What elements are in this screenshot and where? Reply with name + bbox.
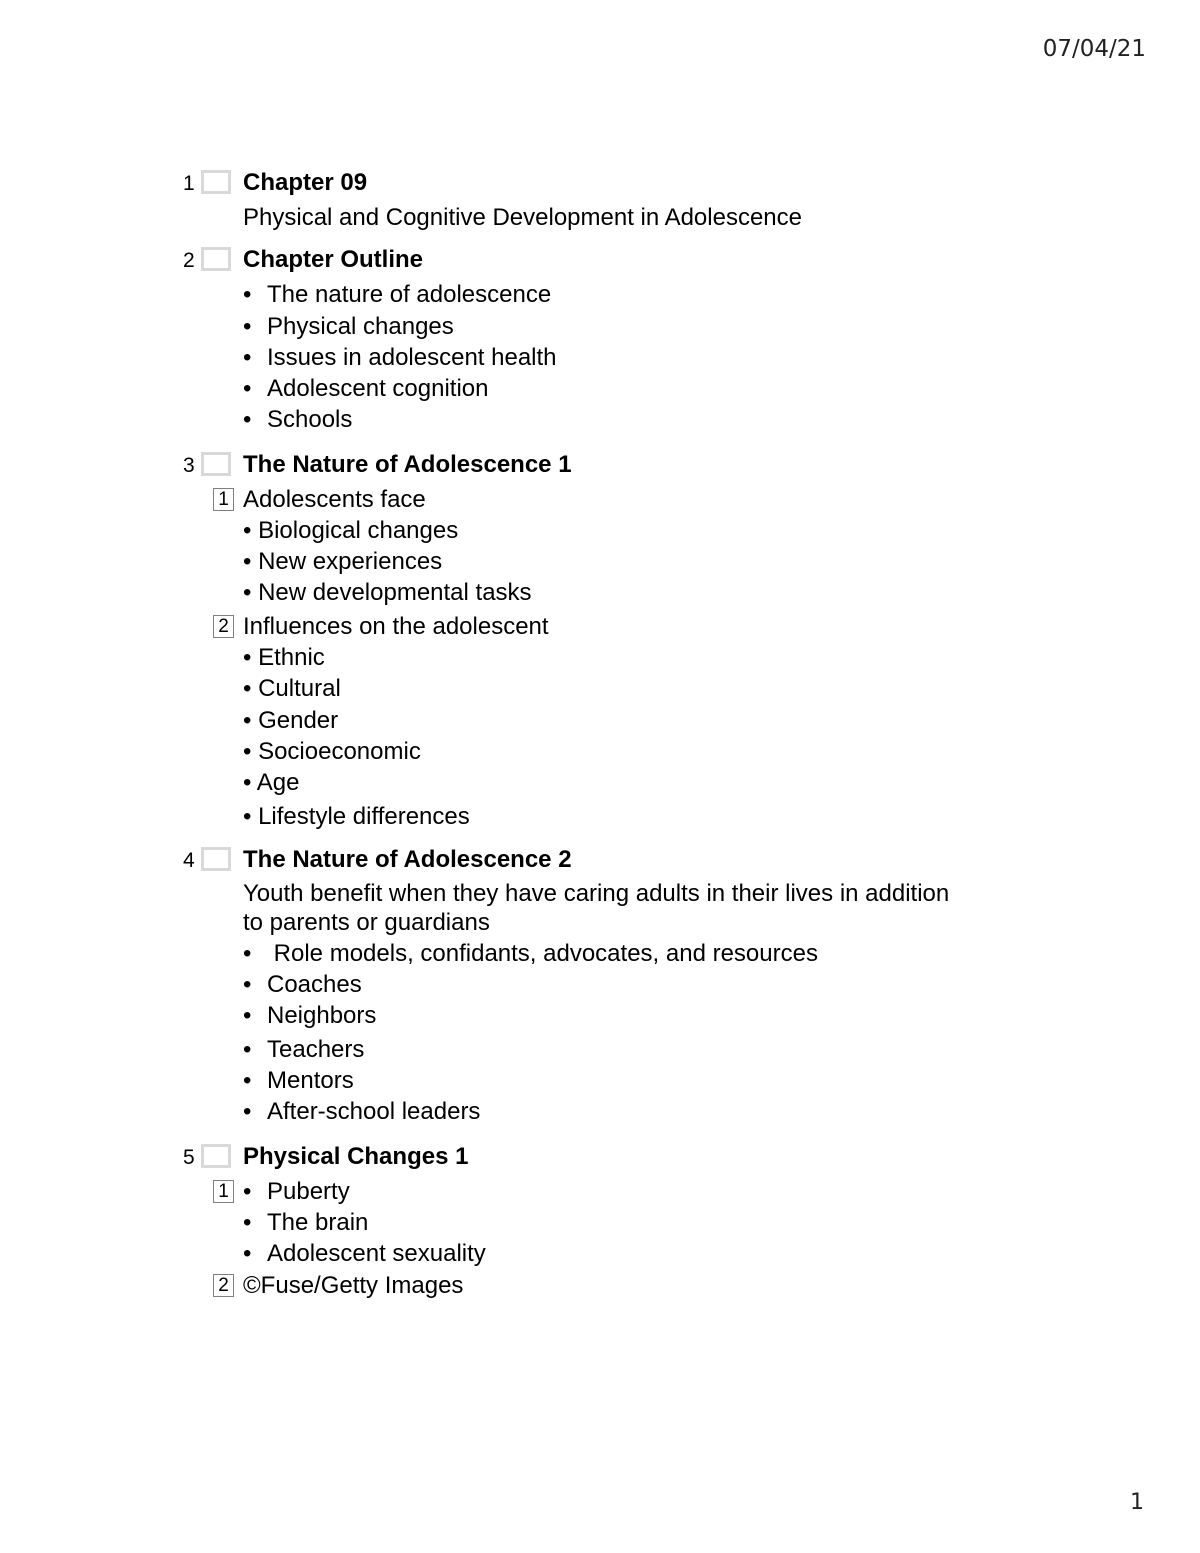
slide-number: 2 [183, 249, 195, 272]
slide-thumbnail[interactable] [201, 847, 231, 871]
note-number: 2 [213, 615, 234, 638]
note-text: Influences on the adolescent [243, 613, 549, 640]
print-date: 07/04/21 [1042, 36, 1146, 62]
slide-number: 4 [183, 849, 195, 872]
bullet-item: • Neighbors [243, 1002, 377, 1029]
bullet-item: • Role models, confidants, advocates, and resources [243, 940, 818, 967]
bullet-item: • New developmental tasks [243, 579, 532, 606]
bullet-item: • Issues in adolescent health [243, 344, 557, 371]
bullet-item: • Gender [243, 707, 339, 734]
bullet-item: • Age [243, 769, 300, 796]
bullet-item: • The nature of adolescence [243, 281, 552, 308]
slide-thumbnail[interactable] [201, 452, 231, 476]
bullet-item: • Coaches [243, 971, 362, 998]
slide-thumbnail[interactable] [201, 1144, 231, 1168]
slide-title: Chapter 09 [243, 169, 368, 196]
slide-subtitle: Physical and Cognitive Development in Adolescence [243, 204, 802, 231]
bullet-item: • Ethnic [243, 644, 325, 671]
bullet-item: • Lifestyle differences [243, 803, 470, 830]
note-number: 1 [213, 1180, 234, 1203]
slide-body-text: to parents or guardians [243, 909, 490, 936]
note-number: 2 [213, 1274, 234, 1297]
slide-title: The Nature of Adolescence 2 [243, 846, 572, 873]
slide-thumbnail[interactable] [201, 247, 231, 271]
bullet-item: • Cultural [243, 675, 341, 702]
bullet-item: • After-school leaders [243, 1098, 481, 1125]
slide-number: 3 [183, 454, 195, 477]
slide-number: 1 [183, 172, 195, 195]
image-credit: ©Fuse/Getty Images [243, 1272, 464, 1299]
bullet-item: • The brain [243, 1209, 369, 1236]
note-number: 1 [213, 488, 234, 511]
bullet-item: • New experiences [243, 548, 443, 575]
slide-title: Physical Changes 1 [243, 1143, 469, 1170]
slide-title: Chapter Outline [243, 246, 424, 273]
bullet-item: • Adolescent cognition [243, 375, 489, 402]
bullet-item: • Schools [243, 406, 353, 433]
bullet-item: • Puberty [243, 1178, 350, 1205]
bullet-item: • Teachers [243, 1036, 365, 1063]
slide-body-text: Youth benefit when they have caring adults in their lives in addition [243, 880, 950, 907]
bullet-item: • Biological changes [243, 517, 459, 544]
bullet-item: • Mentors [243, 1067, 354, 1094]
bullet-item: • Physical changes [243, 313, 454, 340]
note-text: Adolescents face [243, 486, 426, 513]
slide-number: 5 [183, 1146, 195, 1169]
bullet-item: • Socioeconomic [243, 738, 421, 765]
slide-title: The Nature of Adolescence 1 [243, 451, 572, 478]
bullet-item: • Adolescent sexuality [243, 1240, 486, 1267]
page-number: 1 [1130, 1490, 1144, 1515]
slide-thumbnail[interactable] [201, 170, 231, 194]
